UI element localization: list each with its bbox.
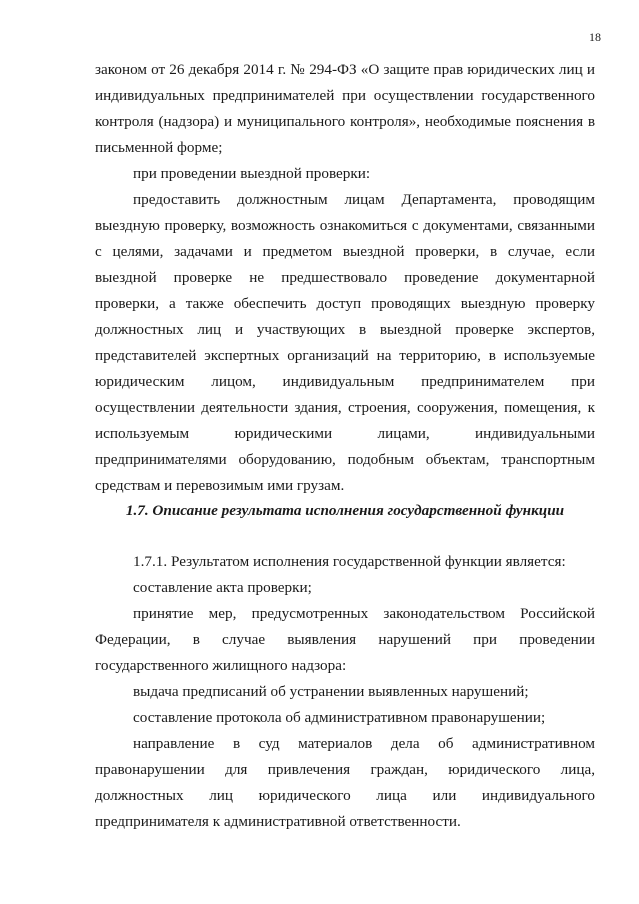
paragraph-result-measures: принятие мер, предусмотренных законодательством Российской Федерации, в случае выявления нарушений при проведении государственного жилищного надзора: [95, 605, 595, 674]
paragraph-result-intro: 1.7.1. Результатом исполнения государственной функции является: [133, 553, 566, 570]
page-number: 18 [589, 30, 601, 44]
text-block-top [95, 57, 595, 499]
paragraph-law-reference: законом от 26 декабря 2014 г. № 294-ФЗ «О защите прав юридических лиц и индивидуальных предпринимателей при осуществлении государственного контроля (надзора) и муниципального контроля», необходимые пояснения в письменной форме; [95, 61, 595, 156]
paragraph-onsite-inspection-intro: при проведении выездной проверки: [133, 165, 371, 182]
paragraph-result-court: направление в суд материалов дела об административном правонарушении для привлечения граждан, юридического лица, должностных лиц юридического лица или индивидуального предпринимателя к административной ответственности. [95, 735, 595, 830]
paragraph-result-orders: выдача предписаний об устранении выявленных нарушений; [133, 683, 529, 700]
paragraph-result-protocol: составление протокола об административном правонарушении; [133, 709, 546, 726]
paragraph-onsite-inspection-duties: предоставить должностным лицам Департамента, проводящим выездную проверку, возможность ознакомиться с документами, связанными с целями, задачами и предметом выездной проверки, в случае, если выездной проверке не предшествовало проведение документарной проверки, а также обеспечить доступ проводящих выездную проверку должностных лиц и участвующих в выездной проверке экспертов, представителей экспертных организаций на территорию, в используемые юридическим лицом, индивидуальным предпринимателем при осуществлении деятельности здания, строения, сооружения, помещения, к используемым юридическими лицами, индивидуальными предпринимателями оборудованию, подобным объектам, транспортным средствам и перевозимым ими грузам. [95, 191, 595, 494]
text-block-bottom [95, 549, 595, 835]
paragraph-result-act: составление акта проверки; [133, 579, 312, 596]
section-heading: 1.7. Описание результата исполнения государственной функции [125, 502, 565, 519]
